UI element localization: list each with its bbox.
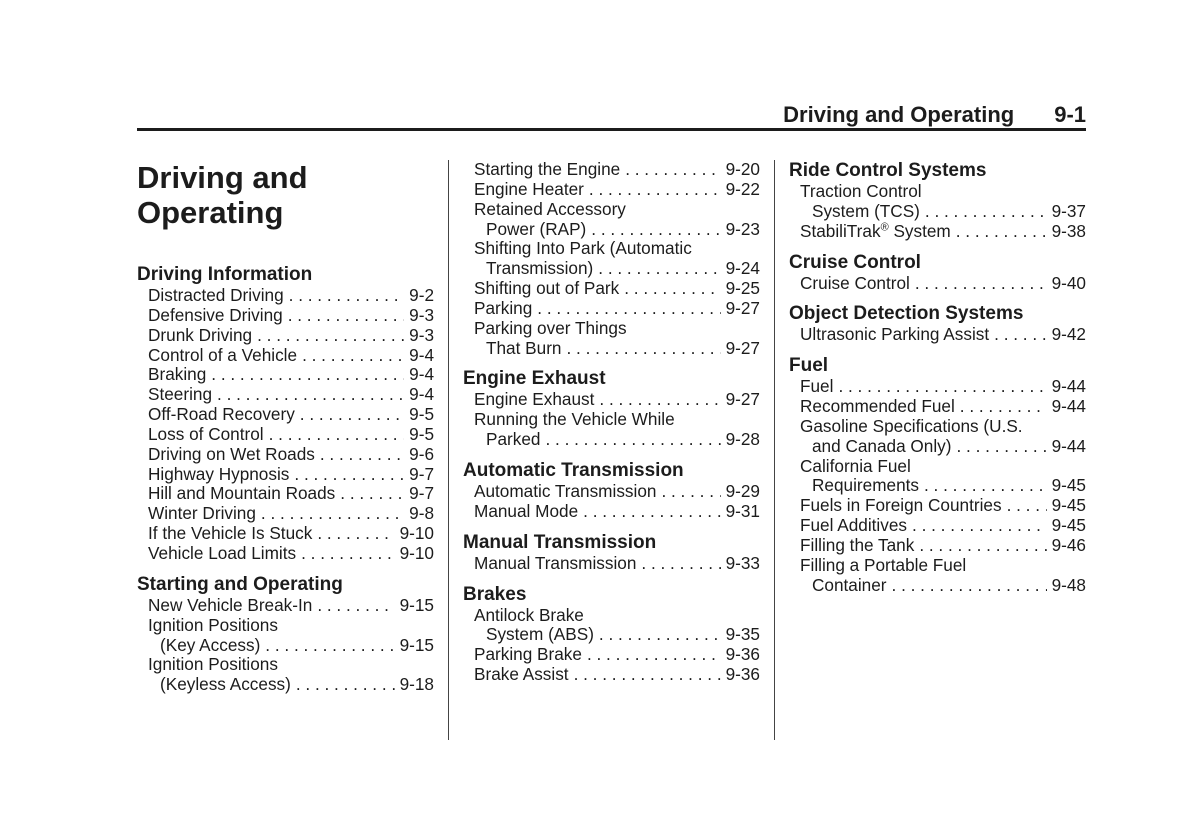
section-heading: Object Detection Systems (789, 303, 1024, 325)
dot-leader (256, 504, 404, 524)
toc-entry-text: Running the Vehicle While (474, 409, 675, 430)
dot-leader (907, 516, 1047, 536)
toc-entry[interactable] (463, 606, 760, 646)
toc-column-1 (137, 160, 434, 695)
toc-entry[interactable] (463, 160, 760, 180)
toc-entry-text-part: System (888, 220, 951, 241)
toc-entry[interactable] (789, 325, 1086, 345)
dot-leader (910, 274, 1047, 294)
toc-entry[interactable] (463, 180, 760, 200)
toc-entry[interactable] (463, 200, 760, 240)
section-heading: Driving Information (137, 264, 313, 285)
dot-leader (1002, 496, 1047, 516)
toc-entry[interactable] (137, 504, 434, 524)
dot-leader (540, 430, 720, 450)
dot-leader (315, 445, 404, 465)
toc-entry[interactable] (789, 556, 1086, 596)
toc-entry[interactable] (789, 377, 1086, 397)
toc-entry-text: New Vehicle Break-In (148, 594, 313, 615)
toc-entry-text: Starting the Engine (474, 159, 621, 179)
toc-entry-page: 9-7 (409, 463, 434, 484)
toc-entry-page: 9-27 (725, 337, 760, 358)
toc-entry-text: Steering (148, 384, 213, 405)
toc-entry[interactable] (463, 502, 760, 522)
toc-entry-page: 9-44 (1051, 376, 1086, 397)
toc-entry[interactable] (137, 524, 434, 544)
toc-entry[interactable] (137, 445, 434, 465)
toc-entry-page: 9-23 (725, 218, 760, 239)
toc-entry-text: Vehicle Load Limits (148, 542, 297, 563)
toc-entry-page: 9-48 (1051, 574, 1086, 595)
toc-entry-text: Transmission) (486, 258, 594, 279)
toc-entry[interactable] (789, 182, 1086, 222)
dot-leader (561, 339, 720, 359)
dot-leader (594, 390, 720, 410)
dot-leader (289, 465, 404, 485)
toc-entry[interactable] (463, 410, 760, 450)
toc-entry-text: Recommended Fuel (800, 396, 955, 417)
toc-entry-text: Automatic Transmission (474, 480, 657, 501)
toc-entry-text: Traction Control (800, 181, 922, 201)
chapter-title (137, 160, 434, 230)
toc-entry-page: 9-31 (725, 500, 760, 521)
toc-entry-text: Highway Hypnosis (148, 463, 290, 484)
toc-entry-text: Filling the Tank (800, 534, 915, 555)
toc-entry-page: 9-5 (409, 423, 434, 444)
toc-entry-text: Ignition Positions (148, 614, 278, 635)
toc-entry-text: Cruise Control (800, 272, 910, 293)
toc-entry-page: 9-2 (409, 285, 434, 305)
toc-entry-text: Engine Exhaust (474, 389, 595, 410)
dot-leader (264, 425, 405, 445)
dot-leader (636, 554, 720, 574)
toc-entry[interactable] (789, 222, 1086, 242)
toc-entry-text: Retained Accessory (474, 198, 626, 219)
toc-entry-page: 9-29 (725, 480, 760, 501)
toc-entry[interactable] (137, 425, 434, 445)
toc-entry[interactable] (137, 544, 434, 564)
dot-leader (335, 484, 404, 504)
toc-entry-page: 9-3 (409, 304, 434, 325)
toc-entry-text: Defensive Driving (148, 304, 283, 325)
toc-entry-page: 9-8 (409, 503, 434, 524)
toc-entry-page: 9-4 (409, 364, 434, 385)
toc-column-3 (789, 160, 1086, 596)
toc-entry-text: Filling a Portable Fuel (800, 554, 967, 575)
toc-entry-text: Container (812, 574, 887, 595)
toc-entry-text: Distracted Driving (148, 285, 284, 305)
toc-entry[interactable] (789, 496, 1086, 516)
toc-entry-page: 9-27 (725, 389, 760, 410)
dot-leader (584, 180, 721, 200)
dot-leader (833, 377, 1046, 397)
toc-entry-text: Manual Mode (474, 500, 579, 521)
dot-leader (260, 636, 394, 656)
section-heading: Ride Control Systems (789, 160, 987, 181)
toc-entry[interactable] (463, 665, 760, 685)
dot-leader (582, 645, 721, 665)
toc-entry[interactable] (137, 365, 434, 385)
toc-entry-page: 9-7 (409, 483, 434, 504)
toc-entry-page: 9-4 (409, 384, 434, 405)
dot-leader (887, 576, 1047, 596)
toc-entry-text-part: StabiliTrak (800, 220, 881, 241)
dot-leader (252, 326, 404, 346)
dot-leader (291, 675, 395, 695)
dot-leader (989, 325, 1046, 345)
toc-entry[interactable] (789, 397, 1086, 417)
toc-entry[interactable] (137, 405, 434, 425)
dot-leader (919, 476, 1047, 496)
page-number: 9-1 (1054, 102, 1086, 127)
dot-leader (284, 286, 405, 306)
toc-entry-text: Control of a Vehicle (148, 344, 298, 365)
toc-entry-text: Drunk Driving (148, 324, 253, 345)
dot-leader (312, 524, 394, 544)
toc-entry-page: 9-15 (399, 634, 434, 655)
toc-entry-text: Fuels in Foreign Countries (800, 495, 1002, 516)
toc-entry-page: 9-10 (399, 542, 434, 563)
toc-entry-page: 9-46 (1051, 534, 1086, 555)
dot-leader (951, 222, 1047, 242)
dot-leader (206, 365, 404, 385)
toc-entry-page: 9-44 (1051, 435, 1086, 456)
toc-entry-text: Parking (474, 297, 533, 318)
toc-entry[interactable] (137, 385, 434, 405)
toc-entry-text: If the Vehicle Is Stuck (148, 523, 313, 544)
toc-entry-text: Ignition Positions (148, 654, 278, 675)
dot-leader (593, 259, 720, 279)
toc-entry-text: That Burn (486, 337, 562, 358)
toc-entry-page: 9-25 (725, 278, 760, 299)
toc-entry-page: 9-45 (1051, 515, 1086, 536)
dot-leader (532, 299, 720, 319)
toc-entry-page: 9-36 (725, 644, 760, 665)
toc-entry-text: System (TCS) (812, 200, 920, 221)
toc-entry[interactable] (463, 299, 760, 319)
toc-entry[interactable] (789, 457, 1086, 497)
toc-entry-text: Ultrasonic Parking Assist (800, 324, 990, 345)
toc-entry[interactable] (463, 279, 760, 299)
toc-entry[interactable] (137, 465, 434, 485)
toc-entry-text: Requirements (812, 475, 919, 496)
toc-entry-text: (Key Access) (160, 634, 261, 655)
toc-entry-page: 9-44 (1051, 396, 1086, 417)
toc-entry[interactable] (463, 645, 760, 665)
header-rule (137, 128, 1086, 131)
dot-leader (295, 405, 404, 425)
section-heading: Manual Transmission (463, 531, 657, 553)
toc-entry-text: (Keyless Access) (160, 674, 291, 695)
toc-entry-text: Antilock Brake (474, 604, 584, 625)
toc-entry-text: Off-Road Recovery (148, 404, 295, 425)
toc-entry-page: 9-36 (725, 664, 760, 685)
toc-entry-text: Engine Heater (474, 178, 584, 199)
chapter-title-line: Operating (137, 195, 284, 230)
toc-entry[interactable] (463, 390, 760, 410)
toc-entry[interactable] (789, 417, 1086, 457)
toc-entry-text: Braking (148, 364, 207, 385)
toc-entry[interactable] (137, 616, 434, 656)
dot-leader (952, 437, 1047, 457)
toc-entry-text: Shifting Into Park (Automatic (474, 238, 692, 259)
toc-entry[interactable] (789, 274, 1086, 294)
toc-entry-text (800, 222, 951, 242)
toc-entry[interactable] (137, 326, 434, 346)
dot-leader (594, 625, 721, 645)
toc-column-2 (463, 160, 760, 685)
toc-entry[interactable] (463, 239, 760, 279)
toc-entry-text: Gasoline Specifications (U.S. (800, 415, 1023, 436)
section-heading: Starting and Operating (137, 573, 343, 595)
toc-entry-text: System (ABS) (486, 624, 594, 645)
toc-entry-text: Fuel (800, 376, 834, 397)
toc-entry[interactable] (463, 482, 760, 502)
toc-entry-text: Parking over Things (474, 317, 627, 338)
toc-entry-text: Loss of Control (148, 423, 264, 444)
toc-entry-page: 9-42 (1051, 324, 1086, 345)
dot-leader (920, 202, 1047, 222)
toc-entry-page: 9-45 (1051, 475, 1086, 496)
dot-leader (312, 596, 394, 616)
dot-leader (656, 482, 720, 502)
toc-entry[interactable] (137, 286, 434, 306)
toc-entry-page: 9-40 (1051, 272, 1086, 293)
toc-entry-text: and Canada Only) (812, 435, 952, 456)
toc-entry-page: 9-5 (409, 404, 434, 425)
toc-entry-text: Power (RAP) (486, 218, 587, 239)
toc-entry-text: Winter Driving (148, 503, 256, 524)
toc-entry-page: 9-20 (725, 159, 760, 179)
dot-leader (914, 536, 1046, 556)
section-heading: Fuel (789, 355, 829, 377)
running-header (137, 101, 1086, 129)
dot-leader (569, 665, 721, 685)
section-heading: Brakes (463, 583, 527, 605)
dot-leader (283, 306, 404, 326)
dot-leader (578, 502, 720, 522)
dot-leader (212, 385, 404, 405)
toc-entry-text: Driving on Wet Roads (148, 443, 315, 464)
toc-entry-page: 9-15 (399, 594, 434, 615)
toc-entry-page: 9-4 (409, 344, 434, 365)
toc-entry-text: Hill and Mountain Roads (148, 483, 336, 504)
toc-entry[interactable] (137, 306, 434, 326)
toc-entry[interactable] (789, 536, 1086, 556)
dot-leader (619, 279, 720, 299)
toc-entry[interactable] (137, 346, 434, 366)
toc-entry[interactable] (137, 596, 434, 616)
running-header-title: Driving and Operating (783, 102, 1015, 127)
column-divider (448, 160, 449, 740)
toc-entry-page: 9-38 (1051, 220, 1086, 241)
toc-entry-page: 9-27 (725, 297, 760, 318)
dot-leader (586, 220, 720, 240)
toc-entry-page: 9-6 (409, 443, 434, 464)
chapter-title-line: Driving and (137, 160, 308, 195)
toc-entry-page: 9-33 (725, 552, 760, 573)
toc-entry-page: 9-24 (725, 258, 760, 279)
toc-entry[interactable] (789, 516, 1086, 536)
dot-leader (297, 346, 404, 366)
dot-leader (955, 397, 1047, 417)
toc-entry[interactable] (137, 655, 434, 695)
toc-entry-page: 9-22 (725, 178, 760, 199)
toc-entry-text: Fuel Additives (800, 515, 908, 536)
column-divider (774, 160, 775, 740)
toc-entry-text: Parking Brake (474, 644, 582, 665)
toc-entry-page: 9-35 (725, 624, 760, 645)
registered-mark: ® (880, 220, 889, 233)
toc-entry[interactable] (463, 319, 760, 359)
toc-entry-text: Brake Assist (474, 664, 569, 685)
toc-entry-page: 9-3 (409, 324, 434, 345)
dot-leader (620, 160, 720, 180)
toc-entry-text: Shifting out of Park (474, 278, 620, 299)
toc-entry[interactable] (137, 484, 434, 504)
toc-entry-text: Parked (486, 429, 541, 450)
dot-leader (296, 544, 395, 564)
toc-entry[interactable] (463, 554, 760, 574)
section-heading: Engine Exhaust (463, 368, 606, 390)
toc-entry-page: 9-45 (1051, 495, 1086, 516)
toc-entry-page: 9-37 (1051, 200, 1086, 221)
toc-entry-page: 9-10 (399, 523, 434, 544)
toc-entry-page: 9-18 (399, 674, 434, 695)
section-heading: Automatic Transmission (463, 459, 684, 481)
toc-entry-text: California Fuel (800, 455, 911, 476)
toc-entry-page: 9-28 (725, 429, 760, 450)
section-heading: Cruise Control (789, 251, 921, 273)
toc-entry-text: Manual Transmission (474, 552, 637, 573)
